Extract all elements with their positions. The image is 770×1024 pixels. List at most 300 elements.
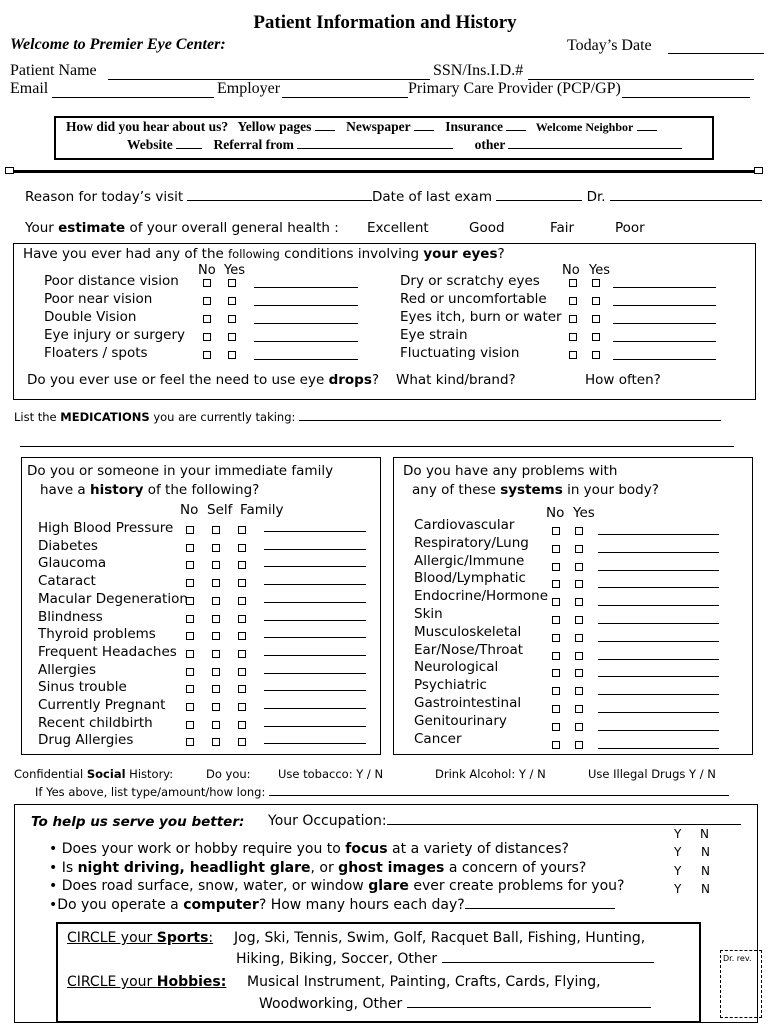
b2-bold1: night driving, headlight glare	[77, 860, 311, 876]
family-q-post: of the following?	[143, 482, 260, 498]
no-checkbox[interactable]	[186, 738, 194, 746]
system-label: Respiratory/Lung	[414, 534, 529, 551]
family-history-label: Drug Allergies	[38, 732, 134, 749]
night-driving-no[interactable]: N	[701, 864, 710, 878]
family-checkbox[interactable]	[238, 721, 246, 729]
social-history-label	[14, 767, 173, 781]
drops-bold: drops	[328, 372, 372, 388]
system-note-field[interactable]	[598, 534, 719, 535]
eye-condition-label: Fluctuating vision	[400, 345, 520, 361]
glare-yes[interactable]: Y	[674, 882, 682, 896]
system-label: Gastrointestinal	[414, 695, 522, 711]
divider-handle-left	[5, 167, 14, 174]
newspaper-label: Newspaper	[346, 119, 411, 134]
system-label: Genitourinary	[414, 712, 507, 729]
family-history-note-field[interactable]	[264, 531, 366, 532]
yellow-pages-field[interactable]	[315, 129, 335, 131]
bullet-focus	[49, 841, 569, 857]
hobbies-options-1[interactable]: Musical Instrument, Painting, Crafts, Cards, Flying,	[247, 974, 601, 990]
eye-condition-label: Eyes itch, burn or water	[400, 309, 562, 325]
eye-condition-note-field[interactable]	[254, 359, 358, 360]
yes-checkbox[interactable]	[592, 351, 600, 359]
system-label: Skin	[414, 606, 443, 622]
family-history-note-field[interactable]	[264, 637, 366, 638]
referral-row-1	[66, 119, 657, 135]
yes-checkbox[interactable]	[575, 598, 583, 606]
no-checkbox[interactable]	[552, 563, 560, 571]
self-checkbox[interactable]	[212, 721, 220, 729]
social-if-yes-field[interactable]	[269, 794, 729, 796]
sports-options-2-row	[236, 951, 654, 967]
rating-poor[interactable]: Poor	[615, 220, 645, 236]
no-checkbox[interactable]	[552, 669, 560, 677]
yes-checkbox[interactable]	[228, 333, 236, 341]
family-checkbox[interactable]	[238, 632, 246, 640]
system-label: Blood/Lymphatic	[414, 570, 526, 587]
no-checkbox[interactable]	[186, 668, 194, 676]
system-note-field[interactable]	[598, 570, 719, 571]
reason-field[interactable]	[187, 199, 372, 201]
drops-question	[27, 372, 379, 388]
night-driving-yes[interactable]: Y	[674, 864, 682, 878]
family-q-bold: history	[89, 482, 144, 498]
b2-post: a concern of yours?	[444, 860, 587, 876]
b1-pre: • Does your work or hobby require you to	[49, 841, 346, 857]
computer-hours-field[interactable]	[465, 907, 615, 909]
estimate-question	[25, 220, 339, 236]
self-checkbox[interactable]	[212, 685, 220, 693]
yn-header-y: Y	[674, 827, 682, 841]
meds-bold: MEDICATIONS	[60, 410, 150, 424]
no-checkbox[interactable]	[186, 579, 194, 587]
yes-checkbox[interactable]	[228, 351, 236, 359]
system-label: Neurological	[414, 659, 499, 676]
no-checkbox[interactable]	[569, 333, 577, 341]
insurance-label: Insurance	[445, 119, 503, 134]
eye-condition-note-field[interactable]	[254, 287, 358, 288]
family-history-label: Allergies	[38, 661, 97, 678]
occupation-field[interactable]	[387, 823, 741, 825]
family-history-label: Macular Degeneration	[38, 590, 188, 607]
system-note-field[interactable]	[598, 676, 719, 677]
family-checkbox[interactable]	[238, 650, 246, 658]
medications-field-2[interactable]	[20, 446, 734, 447]
sports-label-end: :	[208, 930, 214, 946]
systems-q-line1: Do you have any problems with	[403, 463, 618, 479]
family-checkbox[interactable]	[238, 685, 246, 693]
eye-condition-label: Eye strain	[400, 327, 468, 343]
no-checkbox[interactable]	[569, 279, 577, 287]
eyes-q-mid: conditions involving	[279, 246, 424, 262]
no-checkbox[interactable]	[186, 544, 194, 552]
no-checkbox[interactable]	[186, 526, 194, 534]
system-label: Cardiovascular	[414, 517, 515, 533]
family-history-note-field[interactable]	[264, 566, 366, 567]
no-checkbox[interactable]	[552, 598, 560, 606]
eye-condition-note-field[interactable]	[254, 341, 358, 342]
b1-post: at a variety of distances?	[387, 841, 569, 857]
family-history-note-field[interactable]	[264, 584, 366, 585]
b2-mid: , or	[310, 860, 339, 876]
b4-post: ? How many hours each day?	[258, 897, 465, 913]
patient-name-label: Patient Name	[10, 62, 97, 79]
self-checkbox[interactable]	[212, 632, 220, 640]
website-field[interactable]	[176, 147, 202, 149]
page-title: Patient Information and History	[253, 12, 517, 33]
employer-field[interactable]	[282, 97, 408, 98]
yes-checkbox[interactable]	[592, 279, 600, 287]
social-if-yes-label: If Yes above, list type/amount/how long:	[35, 785, 266, 799]
eye-condition-note-field[interactable]	[613, 341, 716, 342]
eyes-right-yes-header: Yes	[589, 263, 610, 278]
system-note-field[interactable]	[598, 587, 719, 588]
hobbies-options-2[interactable]: Woodworking, Other	[259, 996, 403, 1012]
no-checkbox[interactable]	[552, 527, 560, 535]
pcp-label: Primary Care Provider (PCP/GP)	[408, 80, 621, 97]
family-history-label: Blindness	[38, 608, 103, 625]
yes-checkbox[interactable]	[575, 669, 583, 677]
self-checkbox[interactable]	[212, 561, 220, 569]
system-note-field[interactable]	[598, 730, 719, 731]
family-history-label: Currently Pregnant	[38, 697, 166, 713]
welcome-neighbor-field[interactable]	[637, 129, 657, 131]
no-checkbox[interactable]	[552, 616, 560, 624]
family-checkbox[interactable]	[238, 703, 246, 711]
rating-good[interactable]: Good	[469, 220, 505, 236]
yes-checkbox[interactable]	[228, 315, 236, 323]
no-checkbox[interactable]	[552, 634, 560, 642]
meds-pre: List the	[14, 410, 61, 424]
system-note-field[interactable]	[598, 712, 719, 713]
self-checkbox[interactable]	[212, 650, 220, 658]
no-checkbox[interactable]	[203, 333, 211, 341]
eye-condition-label: Double Vision	[44, 309, 137, 325]
referral-row-2	[127, 137, 682, 153]
referral-question: How did you hear about us?	[66, 119, 229, 134]
b1-bold: focus	[345, 841, 388, 857]
yes-checkbox[interactable]	[575, 723, 583, 731]
hobbies-label-bold: Hobbies:	[156, 974, 227, 990]
serve-heading: To help us serve you better:	[31, 814, 245, 830]
sports-other-field[interactable]	[442, 961, 654, 963]
no-checkbox[interactable]	[186, 650, 194, 658]
family-col-no: No	[180, 502, 199, 518]
eye-condition-label: Red or uncomfortable	[400, 291, 547, 307]
no-checkbox[interactable]	[569, 315, 577, 323]
eye-condition-label: Poor distance vision	[44, 273, 179, 289]
social-alcohol[interactable]: Drink Alcohol: Y / N	[435, 767, 546, 781]
yes-checkbox[interactable]	[575, 634, 583, 642]
self-checkbox[interactable]	[212, 526, 220, 534]
date-last-exam-field[interactable]	[496, 199, 582, 201]
yes-checkbox[interactable]	[592, 333, 600, 341]
eyes-q-pre: Have you ever had any of the	[23, 246, 229, 262]
systems-col-yes: Yes	[573, 505, 595, 521]
social-pre: Confidential	[14, 767, 87, 781]
b2-pre: • Is	[49, 860, 78, 876]
no-checkbox[interactable]	[569, 297, 577, 305]
social-drugs[interactable]: Use Illegal Drugs Y / N	[588, 767, 716, 781]
social-bold: Social	[86, 767, 126, 781]
sports-label	[67, 930, 213, 946]
todays-date-label: Today’s Date	[567, 37, 652, 54]
system-note-field[interactable]	[598, 605, 719, 606]
b4-bold: computer	[183, 897, 259, 913]
eye-condition-note-field[interactable]	[613, 323, 716, 324]
system-note-field[interactable]	[598, 623, 719, 624]
system-label: Allergic/Immune	[414, 552, 525, 569]
system-label: Musculoskeletal	[414, 623, 522, 640]
yes-checkbox[interactable]	[592, 297, 600, 305]
eyes-right-no-header: No	[562, 263, 580, 278]
welcome-text: Welcome to Premier Eye Center:	[10, 36, 226, 53]
family-q-pre: have a	[40, 482, 90, 498]
estimate-pre: Your	[25, 220, 59, 236]
drops-pre: Do you ever use or feel the need to use eye	[27, 372, 329, 388]
eye-condition-label: Floaters / spots	[44, 345, 148, 361]
dr-label: Dr.	[586, 189, 606, 205]
family-history-note-field[interactable]	[264, 620, 366, 621]
system-note-field[interactable]	[598, 694, 719, 695]
no-checkbox[interactable]	[186, 703, 194, 711]
eye-condition-note-field[interactable]	[613, 359, 716, 360]
family-checkbox[interactable]	[238, 544, 246, 552]
no-checkbox[interactable]	[552, 545, 560, 553]
ssn-label: SSN/Ins.I.D.#	[433, 62, 524, 79]
family-col-self: Self	[207, 502, 233, 518]
system-label: Cancer	[414, 730, 462, 747]
drops-often-label: How often?	[585, 372, 661, 388]
hobbies-other-field[interactable]	[407, 1006, 651, 1008]
family-history-label: Thyroid problems	[38, 626, 156, 643]
pcp-field[interactable]	[622, 97, 750, 98]
family-checkbox[interactable]	[238, 615, 246, 623]
systems-q-post: in your body?	[562, 482, 659, 498]
date-last-exam-row	[372, 189, 762, 205]
drops-kind-label: What kind/brand?	[396, 372, 516, 388]
bullet-glare	[49, 878, 624, 894]
b4-pre: •Do you operate a	[49, 897, 184, 913]
no-checkbox[interactable]	[552, 580, 560, 588]
focus-no[interactable]: N	[701, 845, 710, 859]
section-divider	[8, 170, 760, 173]
sports-options-2[interactable]: Hiking, Biking, Soccer, Other	[236, 951, 438, 967]
reason-label: Reason for today’s visit	[25, 189, 184, 205]
no-checkbox[interactable]	[186, 721, 194, 729]
no-checkbox[interactable]	[186, 632, 194, 640]
family-checkbox[interactable]	[238, 561, 246, 569]
family-q-line1: Do you or someone in your immediate family	[27, 463, 334, 479]
b2-bold2: ghost images	[338, 860, 445, 876]
no-checkbox[interactable]	[186, 597, 194, 605]
no-checkbox[interactable]	[552, 652, 560, 660]
todays-date-field[interactable]	[668, 53, 764, 54]
email-label: Email	[10, 80, 49, 97]
family-history-label: Cataract	[38, 573, 96, 590]
no-checkbox[interactable]	[203, 315, 211, 323]
meds-post: you are currently taking:	[149, 410, 296, 424]
yes-checkbox[interactable]	[575, 563, 583, 571]
occupation-label: Your Occupation:	[268, 813, 387, 829]
rating-excellent[interactable]: Excellent	[367, 220, 429, 236]
drops-end: ?	[371, 372, 380, 388]
eyes-left-no-header: No	[198, 263, 216, 278]
systems-q-pre: any of these	[412, 482, 501, 498]
self-checkbox[interactable]	[212, 597, 220, 605]
system-label: Endocrine/Hormone	[414, 588, 549, 605]
estimate-post: of your overall general health :	[125, 220, 339, 236]
family-history-note-field[interactable]	[264, 673, 366, 674]
family-history-note-field[interactable]	[264, 690, 366, 691]
no-checkbox[interactable]	[552, 741, 560, 749]
email-field[interactable]	[52, 97, 214, 98]
b3-post: ever create problems for you?	[408, 878, 625, 894]
family-history-note-field[interactable]	[264, 743, 366, 744]
no-checkbox[interactable]	[552, 687, 560, 695]
no-checkbox[interactable]	[186, 615, 194, 623]
b3-pre: • Does road surface, snow, water, or window	[49, 878, 369, 894]
eye-condition-note-field[interactable]	[613, 305, 716, 306]
b3-bold: glare	[368, 878, 409, 894]
yes-checkbox[interactable]	[575, 705, 583, 713]
yes-checkbox[interactable]	[575, 527, 583, 535]
family-col-family: Family	[240, 502, 284, 518]
systems-q-bold: systems	[500, 482, 563, 498]
family-history-label: High Blood Pressure	[38, 520, 174, 536]
family-history-note-field[interactable]	[264, 602, 366, 603]
yes-checkbox[interactable]	[575, 687, 583, 695]
eye-condition-note-field[interactable]	[613, 287, 716, 288]
yes-checkbox[interactable]	[575, 616, 583, 624]
employer-label: Employer	[217, 80, 281, 97]
eyes-question	[23, 246, 505, 262]
sports-options-1[interactable]: Jog, Ski, Tennis, Swim, Golf, Racquet Ball, Fishing, Hunting,	[234, 930, 646, 946]
eye-condition-note-field[interactable]	[254, 305, 358, 306]
family-checkbox[interactable]	[238, 738, 246, 746]
family-history-label: Sinus trouble	[38, 679, 127, 696]
family-history-note-field[interactable]	[264, 655, 366, 656]
eye-condition-note-field[interactable]	[254, 323, 358, 324]
family-history-note-field[interactable]	[264, 726, 366, 727]
system-note-field[interactable]	[598, 659, 719, 660]
eyes-q-small: following	[228, 247, 280, 261]
family-history-note-field[interactable]	[264, 549, 366, 550]
social-post: History:	[125, 767, 174, 781]
yellow-pages-label: Yellow pages	[237, 119, 312, 134]
estimate-bold: estimate	[58, 220, 126, 236]
system-label: Psychiatric	[414, 677, 487, 694]
self-checkbox[interactable]	[212, 544, 220, 552]
glare-no[interactable]: N	[701, 882, 710, 896]
welcome-neighbor-label: Welcome Neighbor	[535, 120, 634, 134]
eye-condition-label: Poor near vision	[44, 291, 153, 307]
dr-rev-label: Dr. rev.	[723, 954, 752, 963]
no-checkbox[interactable]	[186, 561, 194, 569]
no-checkbox[interactable]	[569, 351, 577, 359]
date-last-exam-label: Date of last exam	[372, 189, 492, 205]
dr-field[interactable]	[610, 199, 762, 201]
occupation-row	[268, 813, 741, 829]
family-q-line2	[40, 482, 259, 498]
family-history-label: Glaucoma	[38, 555, 107, 572]
eyes-left-yes-header: Yes	[224, 263, 245, 278]
eye-condition-label: Eye injury or surgery	[44, 327, 185, 343]
system-label: Ear/Nose/Throat	[414, 641, 524, 658]
yes-checkbox[interactable]	[592, 315, 600, 323]
rating-fair[interactable]: Fair	[550, 220, 575, 236]
family-checkbox[interactable]	[238, 579, 246, 587]
no-checkbox[interactable]	[203, 297, 211, 305]
no-checkbox[interactable]	[203, 351, 211, 359]
no-checkbox[interactable]	[552, 705, 560, 713]
self-checkbox[interactable]	[212, 738, 220, 746]
sports-label-bold: Sports	[156, 930, 209, 946]
hobbies-label-pre: CIRCLE your	[67, 974, 157, 990]
sports-label-pre: CIRCLE your	[67, 930, 157, 946]
family-history-label: Recent childbirth	[38, 714, 153, 731]
social-do-you: Do you:	[206, 767, 251, 781]
system-note-field[interactable]	[598, 748, 719, 749]
bullet-computer	[49, 897, 615, 913]
hobbies-options-2-row	[259, 996, 651, 1012]
family-checkbox[interactable]	[238, 526, 246, 534]
bullet-night-driving	[49, 860, 586, 876]
yes-checkbox[interactable]	[575, 580, 583, 588]
no-checkbox[interactable]	[186, 685, 194, 693]
family-history-label: Diabetes	[38, 537, 98, 554]
family-checkbox[interactable]	[238, 597, 246, 605]
family-checkbox[interactable]	[238, 668, 246, 676]
other-field[interactable]	[508, 147, 682, 149]
divider-handle-right	[754, 167, 763, 174]
reason-row	[25, 189, 372, 205]
system-note-field[interactable]	[598, 641, 719, 642]
yes-checkbox[interactable]	[228, 297, 236, 305]
family-history-note-field[interactable]	[264, 708, 366, 709]
eyes-q-bold: your eyes	[423, 246, 498, 262]
no-checkbox[interactable]	[552, 723, 560, 731]
system-note-field[interactable]	[598, 552, 719, 553]
systems-col-no: No	[546, 505, 565, 521]
eye-condition-label: Dry or scratchy eyes	[400, 273, 540, 289]
social-if-yes-row	[35, 785, 729, 799]
yes-checkbox[interactable]	[575, 741, 583, 749]
eyes-q-end: ?	[497, 246, 505, 262]
medications-field-1[interactable]	[299, 419, 721, 421]
yes-checkbox[interactable]	[228, 279, 236, 287]
referral-from-field[interactable]	[297, 147, 453, 149]
yes-checkbox[interactable]	[575, 652, 583, 660]
website-label: Website	[127, 137, 173, 152]
systems-q-line2	[412, 482, 659, 498]
yes-checkbox[interactable]	[575, 545, 583, 553]
medications-row	[14, 410, 721, 424]
self-checkbox[interactable]	[212, 668, 220, 676]
focus-yes[interactable]: Y	[674, 845, 682, 859]
self-checkbox[interactable]	[212, 615, 220, 623]
self-checkbox[interactable]	[212, 703, 220, 711]
referral-from-label: Referral from	[213, 137, 294, 152]
social-tobacco[interactable]: Use tobacco: Y / N	[278, 767, 384, 781]
hobbies-label	[67, 974, 226, 990]
no-checkbox[interactable]	[203, 279, 211, 287]
family-history-label: Frequent Headaches	[38, 643, 177, 660]
insurance-field[interactable]	[506, 129, 526, 131]
other-label: other	[474, 137, 506, 152]
yn-header-n: N	[700, 827, 709, 841]
newspaper-field[interactable]	[414, 129, 434, 131]
self-checkbox[interactable]	[212, 579, 220, 587]
